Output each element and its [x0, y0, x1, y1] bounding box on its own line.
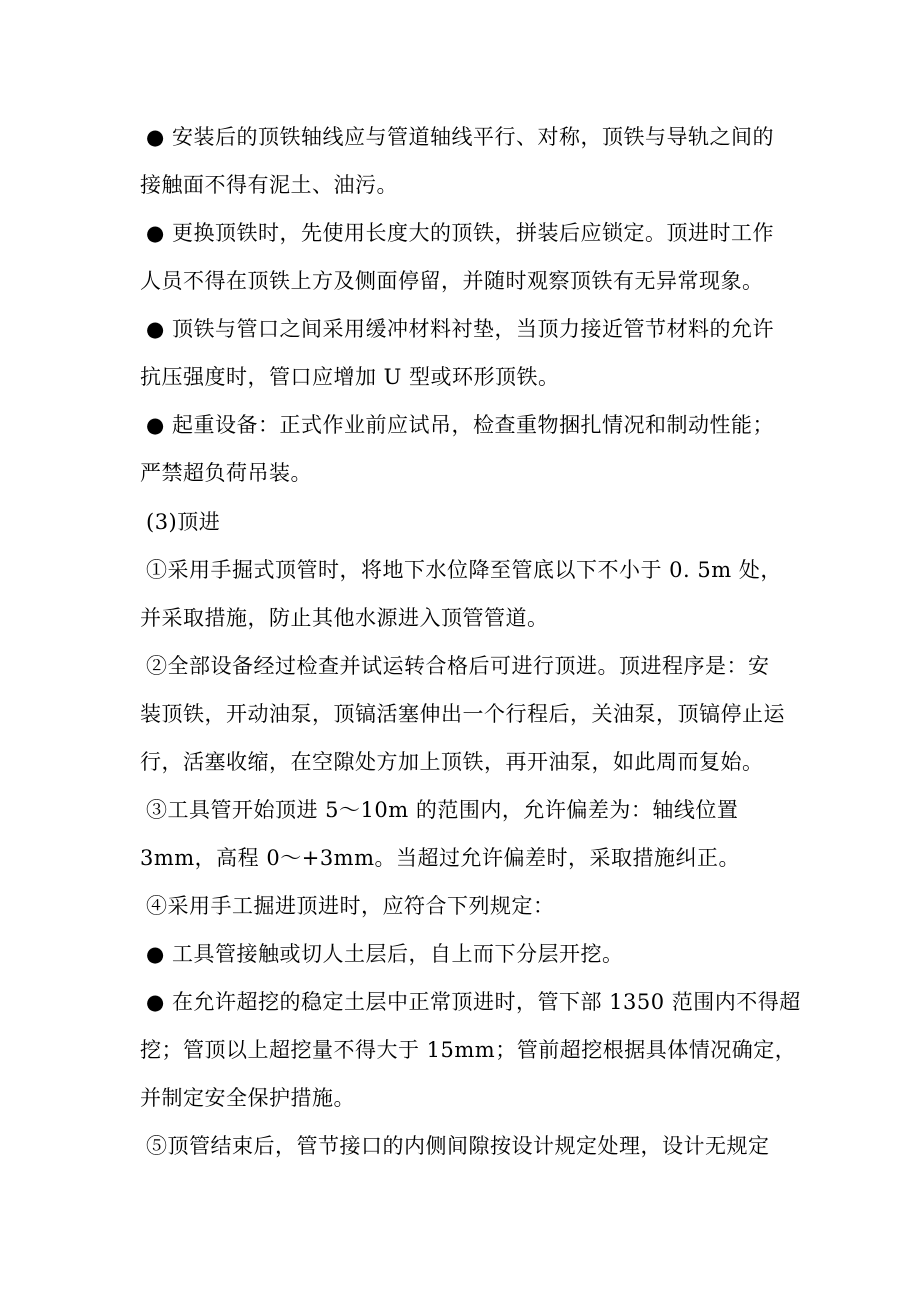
paragraph-3-line-2: 抗压强度时，管口应增加 U 型或环形顶铁。	[140, 365, 560, 389]
item-2-line-3: 行，活塞收缩，在空隙处方加上顶铁，再开油泵，如此周而复始。	[140, 750, 764, 774]
paragraph-2-line-2: 人员不得在顶铁上方及侧面停留，并随时观察顶铁有无异常现象。	[140, 269, 764, 293]
paragraph-4-line-2: 严禁超负荷吊装。	[140, 461, 312, 485]
sub-bullet-1-line-1: ● 工具管接触或切人土层后，自上而下分层开挖。	[146, 942, 624, 966]
paragraph-4-line-1: ● 起重设备：正式作业前应试吊，检查重物捆扎情况和制动性能；	[146, 413, 774, 437]
paragraph-2-line-1: ● 更换顶铁时，先使用长度大的顶铁，拼装后应锁定。顶进时工作	[146, 221, 774, 245]
paragraph-1-line-1: ● 安装后的顶铁轴线应与管道轴线平行、对称，顶铁与导轨之间的	[146, 125, 774, 149]
sub-bullet-2-line-3: 并制定安全保护措施。	[140, 1086, 355, 1110]
item-3-line-1: ③工具管开始顶进 5～10m 的范围内，允许偏差为：轴线位置	[146, 798, 739, 822]
item-2-line-2: 装顶铁，开动油泵，顶镐活塞伸出一个行程后，关油泵，顶镐停止运	[140, 702, 785, 726]
section-heading: (3)顶进	[146, 510, 221, 534]
paragraph-3-line-1: ● 顶铁与管口之间采用缓冲材料衬垫，当顶力接近管节材料的允许	[146, 317, 774, 341]
item-1-line-1: ①采用手掘式顶管时，将地下水位降至管底以下不小于 0. 5m 处，	[146, 558, 782, 582]
item-3-line-2: 3mm，高程 0～+3mm。当超过允许偏差时，采取措施纠正。	[140, 846, 741, 870]
item-5-line-1: ⑤顶管结束后，管节接口的内侧间隙按设计规定处理，设计无规定	[146, 1134, 770, 1158]
paragraph-1-line-2: 接触面不得有泥土、油污。	[140, 173, 398, 197]
item-2-line-1: ②全部设备经过检查并试运转合格后可进行顶进。顶进程序是：安	[146, 654, 770, 678]
item-4-line-1: ④采用手工掘进顶进时，应符合下列规定：	[146, 894, 555, 918]
sub-bullet-2-line-1: ● 在允许超挖的稳定土层中正常顶进时，管下部 1350 范围内不得超	[146, 990, 801, 1014]
sub-bullet-2-line-2: 挖；管顶以上超挖量不得大于 15mm；管前超挖根据具体情况确定，	[140, 1038, 797, 1062]
item-1-line-2: 并采取措施，防止其他水源进入顶管管道。	[140, 606, 549, 630]
